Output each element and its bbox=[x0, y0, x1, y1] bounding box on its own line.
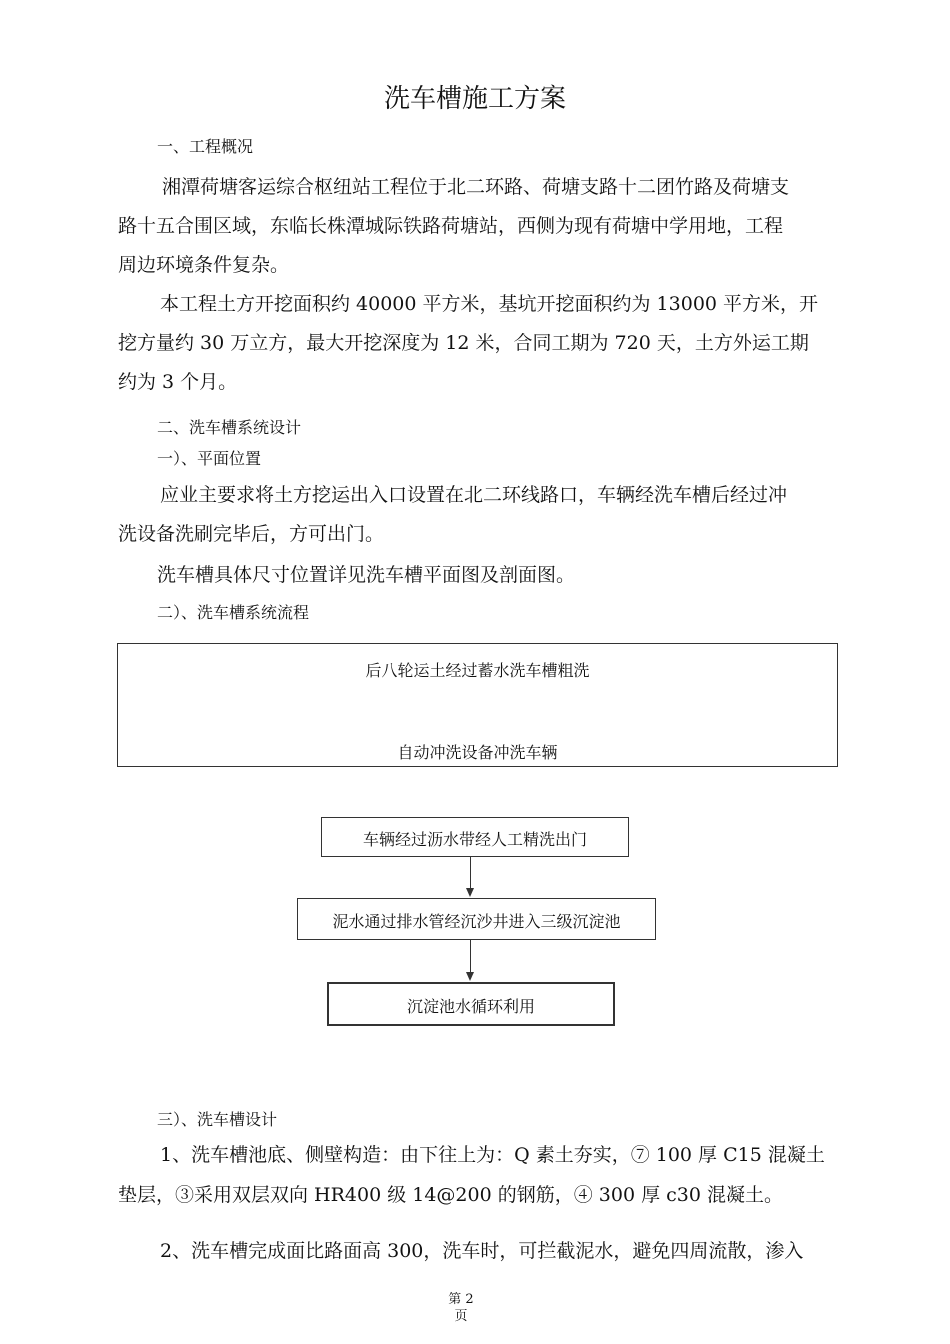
paragraph-line: 洗设备洗刷完毕后，方可出门。 bbox=[118, 523, 385, 545]
subsection-heading: 一）、平面位置 bbox=[157, 449, 262, 468]
flow-step-1 bbox=[321, 817, 629, 857]
paragraph-line: 挖方量约 30 万立方，最大开挖深度为 12 米，合同工期为 720 天，土方外运工期 bbox=[118, 332, 809, 354]
flow-arrow-down-icon bbox=[466, 888, 474, 897]
paragraph-line: 周边环境条件复杂。 bbox=[118, 254, 290, 276]
section1-heading: 一、工程概况 bbox=[157, 137, 254, 156]
section2-heading: 二、洗车槽系统设计 bbox=[157, 418, 302, 437]
flow-step-1-label: 车辆经过沥水带经人工精洗出门 bbox=[362, 830, 587, 849]
flow-step-3 bbox=[327, 982, 615, 1026]
flow-box-wash bbox=[117, 643, 838, 767]
flow-step-2 bbox=[297, 898, 656, 940]
page-number-suffix: 页 bbox=[454, 1309, 468, 1324]
paragraph-line: 垫层，③采用双层双向 HR400 级 14@200 的钢筋，④ 300 厚 c30 混凝土。 bbox=[118, 1184, 783, 1206]
paragraph-line: 湘潭荷塘客运综合枢纽站工程位于北二环路、荷塘支路十二团竹路及荷塘支 bbox=[162, 176, 790, 198]
flow-step-3-label: 沉淀池水循环利用 bbox=[406, 997, 535, 1016]
flow-box-wash-line1: 后八轮运土经过蓄水洗车槽粗洗 bbox=[365, 661, 590, 680]
page-title: 洗车槽施工方案 bbox=[383, 84, 566, 114]
section3-heading: 三）、洗车槽设计 bbox=[157, 1110, 278, 1129]
flow-arrow-line bbox=[470, 857, 471, 889]
subsection-heading: 二）、洗车槽系统流程 bbox=[157, 603, 310, 622]
paragraph-line: 路十五合围区域，东临长株潭城际铁路荷塘站，西侧为现有荷塘中学用地，工程 bbox=[118, 215, 784, 237]
paragraph-line: 应业主要求将土方挖运出入口设置在北二环线路口，车辆经洗车槽后经过冲 bbox=[160, 484, 788, 506]
page-number: 第 2 bbox=[448, 1292, 474, 1307]
paragraph-line: 约为 3 个月。 bbox=[118, 371, 238, 393]
flow-arrow-down-icon bbox=[466, 972, 474, 981]
flow-box-wash-line2: 自动冲洗设备冲洗车辆 bbox=[397, 743, 558, 762]
paragraph-line: 本工程土方开挖面积约 40000 平方米，基坑开挖面积约为 13000 平方米，开 bbox=[160, 293, 819, 315]
paragraph-line: 1、洗车槽池底、侧壁构造：由下往上为：Q 素土夯实，⑦ 100 厚 C15 混凝土 bbox=[160, 1144, 825, 1166]
paragraph-line: 2、洗车槽完成面比路面高 300，洗车时，可拦截泥水，避免四周流散，渗入 bbox=[160, 1240, 804, 1262]
flow-step-2-label: 泥水通过排水管经沉沙井进入三级沉淀池 bbox=[332, 912, 621, 931]
flow-arrow-line bbox=[470, 940, 471, 973]
paragraph-line: 洗车槽具体尺寸位置详见洗车槽平面图及剖面图。 bbox=[157, 564, 576, 586]
